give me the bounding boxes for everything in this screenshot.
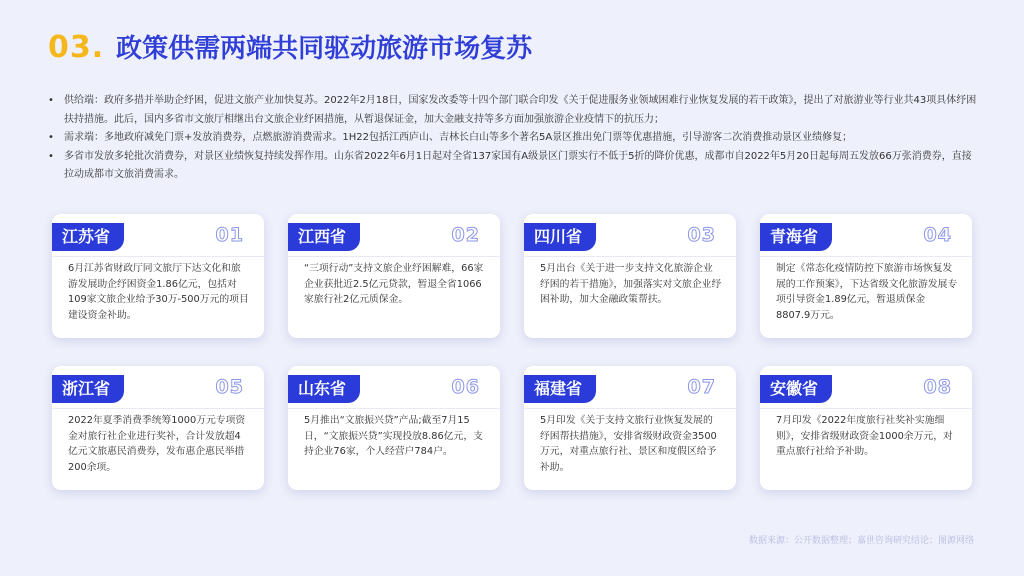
bullet-text: 多省市发放多轮批次消费券，对景区业绩恢复持续发挥作用。山东省2022年6月1日起对全省137家国有A级景区门票实行不低于5折的降价优惠，成都市自2022年5月20日起每周五发放66万张消费券，直接拉动成都市文旅消费需求。: [64, 150, 972, 180]
card-number: 02: [451, 224, 480, 246]
page-title: [48, 28, 532, 65]
province-label: 青海省: [760, 223, 832, 251]
card-number: 04: [923, 224, 952, 246]
province-card-jiangsu: [52, 214, 264, 338]
card-number: 07: [687, 376, 716, 398]
card-text: 5月印发《关于支持文旅行业恢复发展的纾困帮扶措施》，安排省级财政资金3500万元，对重点旅行社、景区和度假区给予补助。: [540, 415, 717, 473]
card-divider: [524, 408, 736, 409]
card-text: 5月出台《关于进一步支持文化旅游企业纾困的若干措施》，加强落实对文旅企业纾困补助，加大金融政策帮扶。: [540, 263, 722, 306]
bullet-marker: •: [48, 95, 54, 106]
card-divider: [288, 408, 500, 409]
card-text: 5月推出“文旅振兴贷”产品;截至7月15日，“文旅振兴贷”实现投放8.86亿元，支持企业76家，个人经营户784户。: [304, 415, 483, 458]
bullet-marker: •: [48, 132, 54, 143]
card-divider: [52, 256, 264, 257]
card-divider: [288, 256, 500, 257]
province-label: 福建省: [524, 375, 596, 403]
bullet-item-vouchers: [48, 148, 978, 185]
bullet-list: [48, 92, 978, 185]
bullet-marker: •: [48, 150, 54, 162]
bullet-item-supply: [48, 92, 978, 129]
province-label: 江西省: [288, 223, 360, 251]
province-label: 山东省: [288, 375, 360, 403]
province-label: 江苏省: [52, 223, 124, 251]
card-divider: [524, 256, 736, 257]
card-divider: [52, 408, 264, 409]
card-number: 03: [687, 224, 716, 246]
card-text: 制定《常态化疫情防控下旅游市场恢复发展的工作预案》，下达省级文化旅游发展专项引导资金1.89亿元，暂退质保金8807.9万元。: [776, 263, 958, 321]
section-title: 政策供需两端共同驱动旅游市场复苏: [116, 34, 533, 64]
card-divider: [760, 256, 972, 257]
card-number: 06: [451, 376, 480, 398]
card-number: 01: [215, 224, 244, 246]
province-card-fujian: [524, 366, 736, 490]
province-card-anhui: [760, 366, 972, 490]
province-label: 四川省: [524, 223, 596, 251]
card-number: 05: [215, 376, 244, 398]
bullet-text: 需求端：多地政府减免门票+发放消费券，点燃旅游消费需求。1H22包括江西庐山、吉林长白山等多个著名5A景区推出免门票等优惠措施，引导游客二次消费推动景区业绩修复；: [64, 132, 853, 143]
province-card-sichuan: [524, 214, 736, 338]
card-text: “三项行动”支持文旅企业纾困解难，66家企业获批近2.5亿元贷款，暂退全省1066家旅行社2亿元质保金。: [304, 263, 484, 306]
card-text: 7月印发《2022年度旅行社奖补实施细则》，安排省级财政资金1000余万元，对重点旅行社给予补助。: [776, 415, 953, 458]
province-label: 浙江省: [52, 375, 124, 403]
card-text: 6月江苏省财政厅同文旅厅下达文化和旅游发展助企纾困资金1.86亿元，包括对109家文旅企业给予30万-500万元的项目建设资金补助。: [68, 263, 249, 321]
province-label: 安徽省: [760, 375, 832, 403]
section-number: 03.: [48, 30, 105, 65]
card-divider: [760, 408, 972, 409]
card-number: 08: [923, 376, 952, 398]
province-card-qinghai: [760, 214, 972, 338]
bullet-item-demand: [48, 129, 978, 148]
province-card-zhejiang: [52, 366, 264, 490]
data-source-note: 数据来源：公开数据整理；嘉世咨询研究结论；图源网络: [748, 536, 974, 546]
province-card-shandong: [288, 366, 500, 490]
card-text: 2022年夏季消费季统筹1000万元专项资金对旅行社企业进行奖补，合计发放超4亿元文旅惠民消费券，发布惠企惠民举措200余项。: [68, 415, 246, 473]
bullet-text: 供给端：政府多措并举助企纾困，促进文旅产业加快复苏。2022年2月18日，国家发改委等十四个部门联合印发《关于促进服务业领域困难行业恢复发展的若干政策》，提出了对旅游业等行业共43项具体纾困扶持措施。此后，国内多省市文旅厅相继出台文旅企业纾困措施，从暂退保证金，加大金融支持等多方面加强旅游企业疫情下的抗压力；: [64, 95, 977, 125]
province-card-jiangxi: [288, 214, 500, 338]
